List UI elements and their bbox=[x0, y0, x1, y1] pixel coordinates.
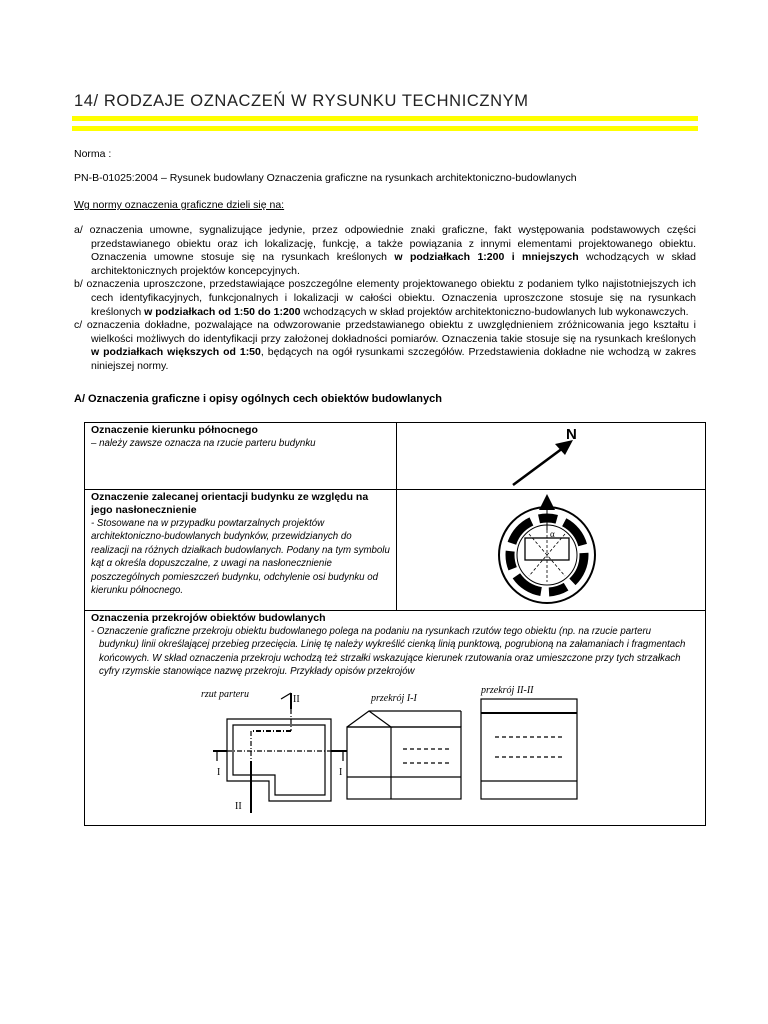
table-row bbox=[85, 611, 706, 826]
classification-list bbox=[74, 224, 696, 374]
section-two-label: przekrój II-II bbox=[481, 684, 534, 696]
list-item-a: a/ oznaczenia umowne, sygnalizujące jedynie, przez odpowiednie znaki graficzne, fakt występowania podstawowych części przedstawianego obiektu oraz ich lokalizację, funkcję, a także powiązania z innymi elementami projektowanego obiektu. Oznaczenia umowne stosuje się na rysunkach kreślonych w podziałkach 1:200 i mniejszych wchodzących w skład architektonicznych projektów koncepcyjnych. bbox=[74, 224, 696, 277]
row-title: Oznaczenie zalecanej orientacji budynku ze względu na jego nasłonecznienie bbox=[91, 491, 369, 516]
roman-label: I bbox=[339, 766, 343, 778]
row-description: - Stosowane na w przypadku powtarzalnych projektów architektoniczno-budowlanych budynków, przewidzianych do realizacji na różnych działkach budowlanych. Podany na tym symbolu kąt α określa dopuszczalne, z uwagi na nasłonecznienie poszczególnych pomieszczeń budynku, odchylenie osi budynku od kierunku północnego. bbox=[91, 518, 390, 597]
row-title: Oznaczenie kierunku północnego bbox=[91, 424, 258, 436]
title-underline-bottom bbox=[72, 126, 698, 131]
table-cell-symbol bbox=[397, 490, 706, 611]
sun-orientation-icon bbox=[397, 490, 705, 610]
table-row bbox=[85, 423, 706, 490]
section-a-heading: A/ Oznaczenia graficzne i opisy ogólnych cech obiektów budowlanych bbox=[74, 393, 442, 405]
table-cell-description bbox=[85, 423, 397, 490]
section-two-drawing bbox=[481, 699, 577, 799]
list-item-b: b/ oznaczenia uproszczone, przedstawiające poszczególne elementy projektowanego obiektu z podaniem tylko najistotniejszych ich cech identyfikacyjnych, funkcjonalnych i lokalizacji w całości obiektu. Oznaczenia uproszczone stosuje się na rysunkach kreślonych w podziałkach od 1:50 do 1:200 wchodzących w skład projektów architektoniczno-budowlanych lub wykonawczych. bbox=[74, 278, 696, 318]
table-cell-symbol bbox=[397, 423, 706, 490]
north-letter: N bbox=[566, 426, 577, 443]
floor-plan-drawing bbox=[213, 693, 347, 813]
section-figures bbox=[85, 679, 705, 814]
table-cell-description bbox=[85, 490, 397, 611]
row-title: Oznaczenia przekrojów obiektów budowlanych bbox=[91, 612, 326, 624]
title-underline-top bbox=[72, 116, 698, 121]
intro-text: Wg normy oznaczenia graficzne dzieli się na: bbox=[74, 199, 285, 211]
section-one-drawing bbox=[347, 711, 461, 799]
norma-reference: PN-B-01025:2004 – Rysunek budowlany Oznaczenia graficzne na rysunkach architektoniczno-budowlanych bbox=[74, 172, 577, 184]
north-arrow-icon bbox=[397, 423, 705, 489]
symbols-table bbox=[84, 422, 706, 826]
section-drawings-icon bbox=[85, 679, 705, 814]
plan-label: rzut parteru bbox=[201, 688, 250, 700]
list-item-c: c/ oznaczenia dokładne, pozwalające na odwzorowanie przedstawianego obiektu z uwzględnieniem zróżnicowania jego kształtu i wielkości możliwych do identyfikacji przy założonej dokładności pomiarów. Oznaczenia takie stosuje się na rysunkach kreślonych w podziałkach większych od 1:50, będących na ogół rysunkami szczegółów. Przedstawienia dokładne nie wchodzą w zakres niniejszej normy. bbox=[74, 319, 696, 372]
row-description: – należy zawsze oznacza na rzucie parteru budynku bbox=[91, 438, 316, 449]
roman-label: I bbox=[217, 766, 221, 778]
section-one-label: przekrój I-I bbox=[371, 692, 417, 704]
alpha-letter: α bbox=[550, 529, 555, 539]
table-row bbox=[85, 490, 706, 611]
row-description: - Oznaczenie graficzne przekroju obiektu budowlanego polega na podaniu na rysunkach rzutów tego obiektu (np. na rzucie parteru budynku) linii określającej przebieg przecięcia. Linię tę należy wykreślić cienką linią punktową, pogrubioną na załamaniach i fragmentach końcowych. W skład oznaczenia przekroju wchodzą też strzałki wskazujące kierunek rzutowania oraz umieszczone przy tych strzałkach cyfry rzymskie stanowiące nazwę przekroju. Przykłady opisów przekrojów bbox=[91, 626, 686, 678]
norma-label: Norma : bbox=[74, 148, 112, 160]
roman-label: II bbox=[235, 800, 242, 812]
page-title: 14/ RODZAJE OZNACZEŃ W RYSUNKU TECHNICZNYM bbox=[74, 92, 529, 110]
roman-label: II bbox=[293, 693, 300, 705]
table-cell-sections bbox=[85, 611, 706, 826]
